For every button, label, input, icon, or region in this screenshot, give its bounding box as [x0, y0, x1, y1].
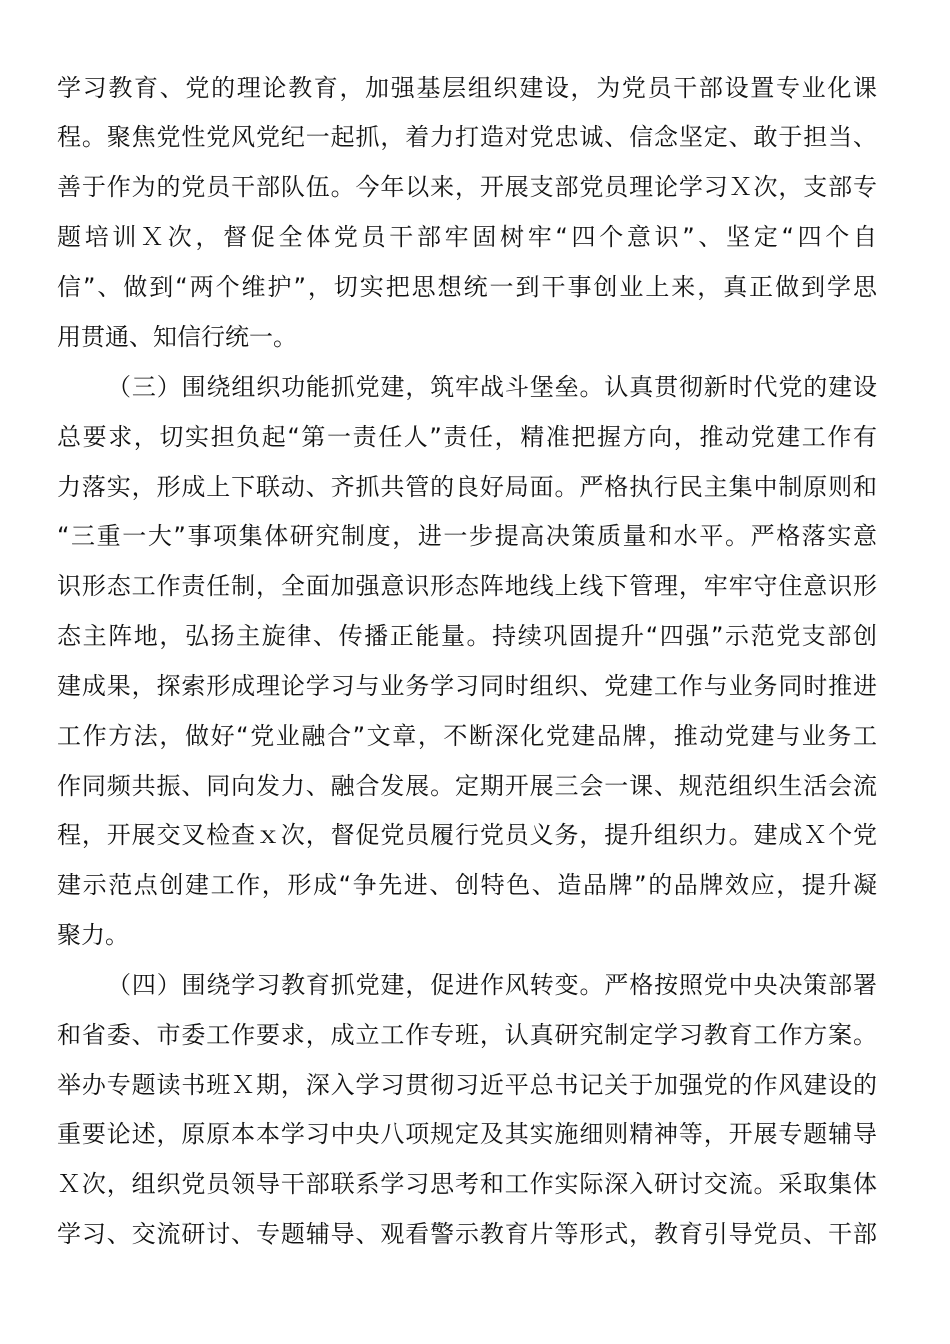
text-line-15: 作同频共振、同向发力、融合发展。定期开展三会一课、规范组织生活会流 [57, 772, 877, 800]
section-three-heading-line: （三）围绕组织功能抓党建，筑牢战斗堡垒。认真贯彻新时代党的建设 [107, 373, 877, 401]
text-line-23: Ｘ次，组织党员领导干部联系学习思考和工作实际深入研讨交流。采取集体 [57, 1170, 877, 1198]
text-line-13: 建成果，探索形成理论学习与业务学习同时组织、党建工作与业务同时推进 [57, 672, 877, 700]
text-line-4: 题培训Ｘ次，督促全体党员干部牢固树牢“四个意识”、坚定“四个自 [57, 223, 877, 251]
text-line-21: 举办专题读书班Ｘ期，深入学习贯彻习近平总书记关于加强党的作风建设的 [57, 1071, 877, 1099]
text-line-14: 工作方法，做好“党业融合”文章，不断深化党建品牌，推动党建与业务工 [57, 722, 877, 750]
text-line-16: 程，开展交叉检查ｘ次，督促党员履行党员义务，提升组织力。建成Ｘ个党 [57, 821, 877, 849]
text-line-11: 识形态工作责任制，全面加强意识形态阵地线上线下管理，牢牢守住意识形 [57, 572, 877, 600]
text-line-8: 总要求，切实担负起“第一责任人”责任，精准把握方向，推动党建工作有 [57, 423, 877, 451]
text-line-18: 聚力。 [57, 921, 129, 949]
text-line-12: 态主阵地，弘扬主旋律、传播正能量。持续巩固提升“四强”示范党支部创 [57, 622, 877, 650]
text-line-20: 和省委、市委工作要求，成立工作专班，认真研究制定学习教育工作方案。 [57, 1021, 877, 1049]
text-line-9: 力落实，形成上下联动、齐抓共管的良好局面。严格执行民主集中制原则和 [57, 473, 877, 501]
section-four-heading-line: （四）围绕学习教育抓党建，促进作风转变。严格按照党中央决策部署 [107, 971, 877, 999]
text-line-17: 建示范点创建工作，形成“争先进、创特色、造品牌”的品牌效应，提升凝 [57, 871, 877, 899]
text-line-24: 学习、交流研讨、专题辅导、观看警示教育片等形式，教育引导党员、干部 [57, 1220, 877, 1248]
text-line-6: 用贯通、知信行统一。 [57, 323, 297, 351]
text-line-1: 学习教育、党的理论教育，加强基层组织建设，为党员干部设置专业化课 [57, 74, 877, 102]
text-line-3: 善于作为的党员干部队伍。今年以来，开展支部党员理论学习Ｘ次，支部专 [57, 173, 877, 201]
text-line-22: 重要论述，原原本本学习中央八项规定及其实施细则精神等，开展专题辅导 [57, 1120, 877, 1148]
text-line-2: 程。聚焦党性党风党纪一起抓，着力打造对党忠诚、信念坚定、敢于担当、 [57, 123, 877, 151]
text-line-10: “三重一大”事项集体研究制度，进一步提高决策质量和水平。严格落实意 [57, 522, 877, 550]
text-line-5: 信”、做到“两个维护”，切实把思想统一到干事创业上来，真正做到学思 [57, 273, 877, 301]
